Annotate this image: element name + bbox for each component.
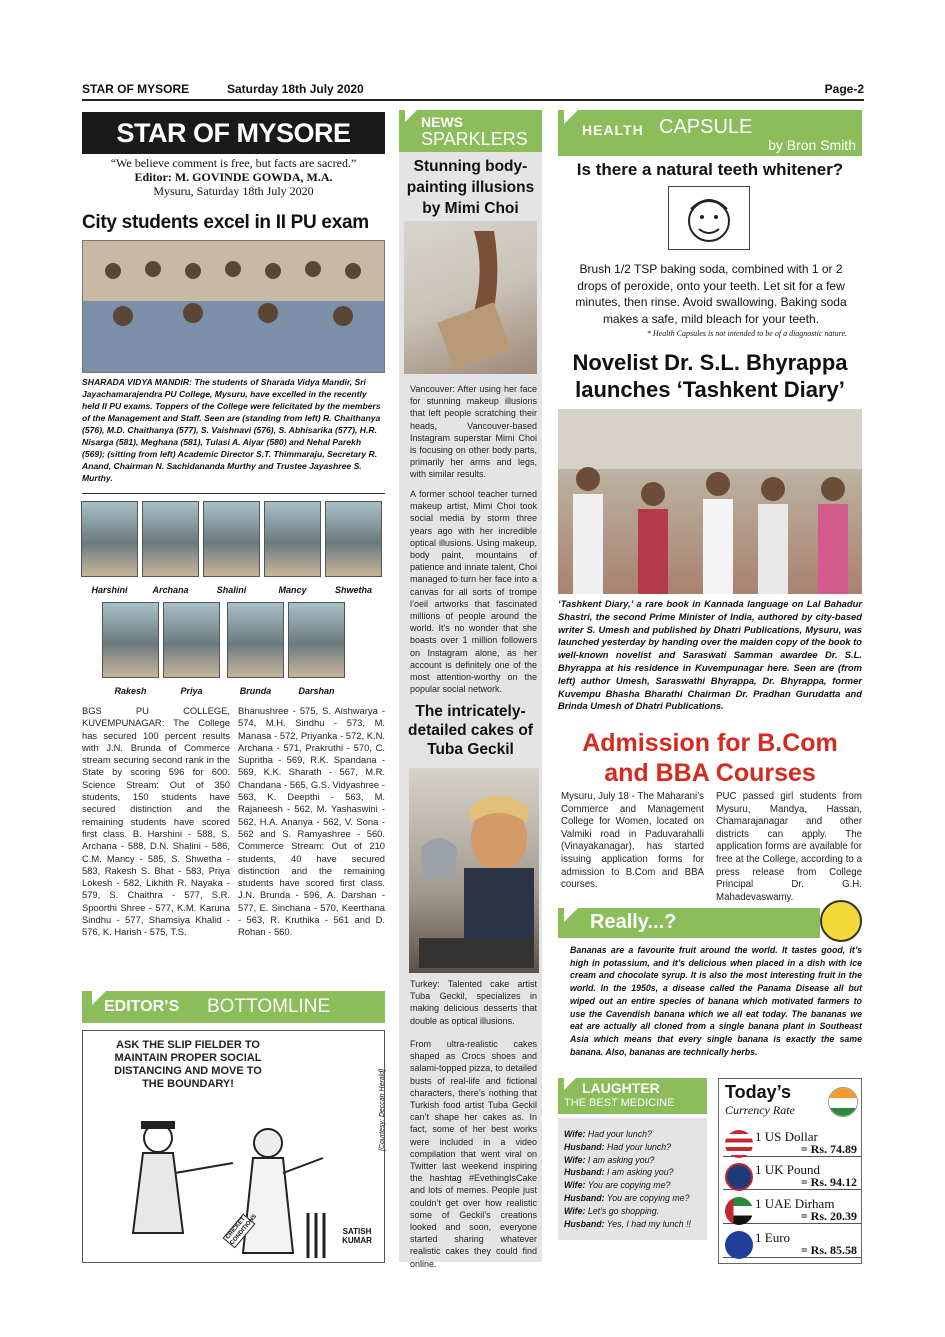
uae-flag-icon xyxy=(725,1197,753,1225)
speaker: Husband: xyxy=(564,1192,605,1203)
student-name: Harshini xyxy=(91,585,128,595)
uk-flag-icon xyxy=(725,1163,753,1191)
student-photo xyxy=(102,602,159,678)
header-paper-name: STAR OF MYSORE xyxy=(82,82,190,96)
laughter-label-2: THE BEST MEDICINE xyxy=(564,1097,675,1109)
line-text: I am asking you? xyxy=(587,1154,655,1165)
rate-row xyxy=(723,1160,861,1190)
speaker: Husband: xyxy=(564,1167,605,1178)
currency-unit: 1 UAE Dirham xyxy=(755,1196,835,1211)
health-byline: by Bron Smith xyxy=(768,137,856,153)
cartoon-sign: CRICKET CONDITIONS xyxy=(223,1214,256,1249)
us-flag-icon xyxy=(725,1130,753,1158)
cakes-para-2: From ultra-realistic cakes shaped as Crocs shoes and salami-topped pizza, to detailed busts of real-life and fictional characters, there’s nothing that Turkish food artist Tuba Geckil can’t shape her cakes as. In fact, some of her best works were included in a video compilation that went viral on Twitter last weekend inspiring the hashtag #EvethingIsCake and lots of memes. People just couldn’t get over how realistic some of Geckil’s creations looked and soon, everyone started sharing whatever realistic cakes they could find online. xyxy=(410,1039,537,1269)
health-bar xyxy=(558,110,862,156)
speaker: Wife: xyxy=(564,1205,586,1216)
currency-unit: 1 UK Pound xyxy=(755,1162,821,1177)
rate-row xyxy=(723,1127,861,1157)
group-photo xyxy=(82,240,385,373)
dialogue-line xyxy=(564,1205,701,1218)
bottomline-bar xyxy=(82,991,385,1023)
rate-row xyxy=(723,1228,861,1258)
student-name: Rakesh xyxy=(114,686,147,696)
student-photo xyxy=(81,501,138,577)
corner-mark xyxy=(564,1078,576,1090)
book-launch-art xyxy=(558,409,862,594)
page-header xyxy=(82,79,864,101)
speaker: Husband: xyxy=(564,1218,605,1229)
eu-flag-icon xyxy=(725,1231,753,1259)
health-note: * Health Capsules is not intended to be of a diagnostic nature. xyxy=(646,329,847,338)
cartoon-drawing xyxy=(103,1113,333,1261)
student-name: Mancy xyxy=(278,585,307,595)
header-date: Saturday 18th July 2020 xyxy=(227,82,364,96)
cartoon-courtesy: [Courtesy: Deccan Herald] xyxy=(379,1068,386,1151)
bottomline-label-2: BOTTOMLINE xyxy=(207,996,331,1017)
really-label: Really...? xyxy=(590,911,677,933)
really-text: Bananas are a favourite fruit around the world. It tastes good, it’s high in potassium, and it’s delicious when placed in a dish with ice cream and chocolate syrup. It is also the most interesting fruit in the world. In the 1950s, a disease called the Panama Disease all but wiped out an entire species of banana which motivated farmers to use the Cavendish banana which we all eat today. The bananas we eat are actually all cloned from a single banana plant in Southeast Asia which means that every single banana is exactly the same banana. Also, bananas are technically herbs. xyxy=(570,945,862,1057)
header-page-number: Page-2 xyxy=(824,82,864,96)
motto: “We believe comment is free, but facts are sacred.” xyxy=(110,156,357,170)
sparklers-para-2: A former school teacher turned makeup artist, Mimi Choi took social media by storm three years ago with her incredible optical illusions. Using makeup, body paint, mountains of patience and innate talent, Choi managed to turn her face into a canvas for all sorts of trompe l’oeil artworks that fascinated millions of people around the world. It’s no wonder that she boasts over 1 million followers on Instagram alone, as her account is definitely one of the most attention-worthy on the popular social network. xyxy=(410,489,537,695)
student-name: Darshan xyxy=(298,686,335,696)
line-text: Let’s go shopping. xyxy=(587,1205,660,1216)
speaker: Husband: xyxy=(564,1141,605,1152)
body-paint-art xyxy=(404,221,537,374)
cake-photo xyxy=(409,768,539,973)
line-text: Had your lunch? xyxy=(587,1129,652,1139)
rate-row xyxy=(723,1194,861,1224)
bulb-icon xyxy=(820,900,862,942)
students-body-col2: Bhanushree - 575, S. Aishwarya - 574, M.H. Sindhu - 573, M. Manasa - 572, Priyanka - 572, K.N. Archana - 571, Prakruthi - 570, C. Supritha - 569, R.K. Spandana - 569, K.K. Sharath - 567, M.R. Chandana - 565, G.S. Vidyashree - 563, K. Deepthi - 563, M. Rajaneesh - 562, M. Yashaswini - 562, H.A. Ananya - 562, V. Sona - 562 and S. Ramyashree - 560. Commerce Stream: Out of 210 students, 40 have secured distinction and the remaining students have scored first class. J.N. Brunda - 596, A. Darshan - 577, E. Sinchana - 570, Keerthana - 563, R. Kruthika - 561 and D. Rohan - 560. xyxy=(238,705,385,938)
sparklers-label-1: NEWS xyxy=(421,114,463,130)
students-headline: City students excel in II PU exam xyxy=(82,212,369,233)
currency-value: = Rs. 74.89 xyxy=(800,1142,857,1156)
cartoonist-signature: SATISH KUMAR xyxy=(342,1227,372,1245)
student-name: Priya xyxy=(180,686,203,696)
body-paint-photo xyxy=(404,221,537,374)
student-name: Shwetha xyxy=(334,585,372,595)
speaker: Wife: xyxy=(564,1180,586,1191)
laughter-dialogue xyxy=(558,1118,707,1240)
dialogue-line xyxy=(564,1218,701,1231)
speaker: Wife: xyxy=(564,1154,586,1165)
cakes-headline: The intricately-detailed cakes of Tuba Geckil xyxy=(408,703,533,758)
currency-value: = Rs. 85.58 xyxy=(800,1243,857,1257)
speaker: Wife: xyxy=(564,1129,586,1139)
student-name: Shalini xyxy=(216,585,247,595)
novel-caption: ‘Tashkent Diary,’ a rare book in Kannada language on Lal Bahadur Shastri, the second Prime Minister of India, authored by city-based writer S. Umesh and published by Dhatri Publications, Mysuru, was launched yesterday by handing over the maiden copy of the book to well-known novelist and Saraswati Samman awardee Dr. S.L. Bhyrappa at his residence in Kuvempunagar here. Seen are (from left) author Umesh, Saraswathi Bhyrappa, Dr. Bhyrappa, former Kuvempu Bhasha Bharathi Chairman Dr. Pradhan Gurudatta and Brinda Umesh of Dhatri Publications. xyxy=(558,598,862,712)
health-art xyxy=(669,187,749,249)
masthead: STAR OF MYSORE xyxy=(82,112,385,154)
corner-mark xyxy=(564,908,578,922)
group-photo-art xyxy=(83,241,384,372)
line-text: You are copying me? xyxy=(587,1180,671,1191)
laughter-label-1: LAUGHTER xyxy=(582,1080,660,1096)
sparklers-label-2: SPARKLERS xyxy=(421,129,528,149)
editor-line: Editor: M. GOVINDE GOWDA, M.A. xyxy=(134,170,333,184)
health-illustration xyxy=(668,186,750,250)
admission-col2: PUC passed girl students from Mysuru, Mandya, Hassan, Chamarajanagar and other districts can apply. The application forms are available for free at the College, according to a press release from College Principal Dr. G.H. Mahadevaswamy. xyxy=(716,791,862,903)
student-photo xyxy=(142,501,199,577)
student-photo xyxy=(163,602,220,678)
cartoon-speech: ASK THE SLIP FIELDER TO MAINTAIN PROPER SOCIAL DISTANCING AND MOVE TO THE BOUNDARY! xyxy=(114,1039,262,1090)
student-photo xyxy=(203,501,260,577)
student-name: Brunda xyxy=(239,686,272,696)
admission-col1: Mysuru, July 18 - The Maharani’s Commerce and Management College for Women, located on Valmiki road in Paduvarahalli (Vinayakanagar), has started issuing application forms for admission to B.Com and BBA courses. xyxy=(561,791,704,891)
currency-title: Today’s xyxy=(725,1082,792,1102)
dialogue-line xyxy=(564,1154,701,1167)
dialogue-line xyxy=(564,1179,701,1192)
line-text: Had your lunch? xyxy=(607,1141,672,1152)
sparklers-headline: Stunning body-painting illusions by Mimi Choi xyxy=(406,158,535,217)
cakes-para-1: Turkey: Talented cake artist Tuba Geckil, specializes in making delicious desserts that double as optical illusions. xyxy=(410,979,537,1026)
sparklers-para-1: Vancouver: After using her face for stunning makeup illusions that left people scratching their heads, Vancouver-based Instagram superstar Mimi Choi is focusing on other body parts, primarily her arms and legs, with similar results. xyxy=(410,384,537,480)
line-text: You are copying me? xyxy=(606,1192,690,1203)
cartoon xyxy=(82,1030,385,1263)
cake-art xyxy=(409,768,539,973)
student-photo xyxy=(325,501,382,577)
students-body-col1: BGS PU COLLEGE, KUVEMPUNAGAR: The College has secured 100 percent results with J.N. Brunda of Commerce stream securing second rank in the State by scoring 596 for 600. Science Stream: Out of 350 students, 150 students have secured distinction and the remaining students have scored first class. B. Harshini - 588, S. Archana - 588, D.N. Shalini - 586, C.M. Mancy - 585, S. Shwetha - 583, Rakesh S. Bhat - 583, Priya Lokesh - 582, Likhith R. Nayaka - 579, S. Chaithra - 577, S.R. Spoorthi Shree - 577, K.M. Karuna Sindhu - 577, Shamsiya Khalid - 576, K. Harish - 575, T.S. xyxy=(82,705,230,938)
really-bar xyxy=(558,908,820,938)
admission-headline: Admission for B.Com and BBA Courses xyxy=(582,729,838,787)
currency-subtitle: Currency Rate xyxy=(725,1103,795,1117)
health-text: Brush 1/2 TSP baking soda, combined with 1 or 2 drops of peroxide, onto your teeth. Let sit for a few minutes, then rinse. Avoid swallowing. Baking soda makes a safe, mild bleach for your teeth. xyxy=(575,262,847,326)
currency-unit: 1 Euro xyxy=(755,1230,791,1245)
health-label-1: HEALTH xyxy=(582,122,644,138)
corner-mark xyxy=(405,110,417,122)
currency-unit: 1 US Dollar xyxy=(755,1129,818,1144)
student-photo xyxy=(227,602,284,678)
divider xyxy=(82,493,385,494)
dialogue-line xyxy=(564,1192,701,1205)
book-launch-photo xyxy=(558,409,862,594)
bottomline-label-1: EDITOR’S xyxy=(104,998,180,1015)
currency-value: = Rs. 94.12 xyxy=(800,1175,857,1189)
novel-headline: Novelist Dr. S.L. Bhyrappa launches ‘Tashkent Diary’ xyxy=(572,350,848,402)
dialogue-line xyxy=(564,1128,701,1141)
laughter-bar xyxy=(558,1078,707,1114)
masthead-dateline: Mysuru, Saturday 18th July 2020 xyxy=(153,184,314,198)
health-headline: Is there a natural teeth whitener? xyxy=(576,160,844,179)
student-name: Archana xyxy=(152,585,189,595)
dialogue-line xyxy=(564,1141,701,1154)
health-label-2: CAPSULE xyxy=(659,116,753,138)
line-text: I am asking you? xyxy=(607,1167,674,1178)
line-text: Yes, I had my lunch !! xyxy=(606,1218,691,1229)
student-photo xyxy=(288,602,345,678)
student-photo xyxy=(264,501,321,577)
students-caption: SHARADA VIDYA MANDIR: The students of Sharada Vidya Mandir, Sri Jayachamarajendra PU College, Mysuru, have excelled in the recently held II PU exams. Toppers of the College were felicitated by the members of the Management and Staff. Seen are (standing from left) R. Chaithanya (576), M.D. Chaithanya (577), S. Vaishnavi (576), S. Abhisarika (577), H.R. Nisarga (581), Meghana (581), Tulasi A. Aiyar (580) and Nehal Parekh (569); (sitting from left) Academic Director S.T. Thimmaraju, Secretary R. Anand, Chairman N. Sachidananda Murthy and Trustee Jayashree S. Murthy. xyxy=(82,377,381,483)
india-flag-icon xyxy=(828,1087,858,1117)
sparklers-bar xyxy=(399,110,542,152)
editorial-info xyxy=(82,156,385,198)
corner-mark xyxy=(564,110,578,124)
dialogue-line xyxy=(564,1166,701,1179)
currency-value: = Rs. 20.39 xyxy=(800,1209,857,1223)
